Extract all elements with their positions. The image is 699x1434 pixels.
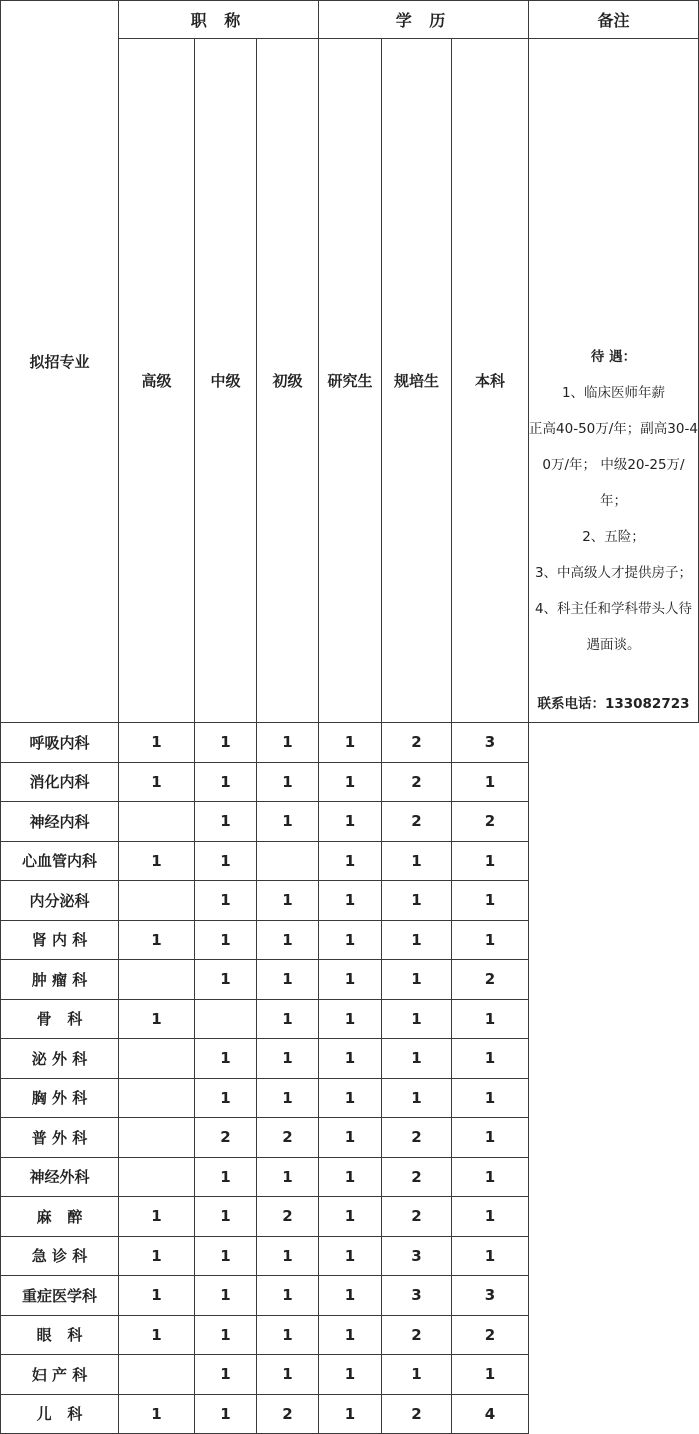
count-cell-resident: 3 (382, 1236, 452, 1276)
count-cell-bachelor: 2 (452, 960, 529, 1000)
table-row (1, 1315, 699, 1355)
count-cell-grad: 1 (319, 960, 382, 1000)
major-cell: 急 诊 科 (1, 1236, 119, 1276)
count-cell-junior: 1 (257, 1157, 319, 1197)
count-cell-grad: 1 (319, 762, 382, 802)
count-cell-bachelor: 2 (452, 802, 529, 842)
count-cell-grad: 1 (319, 1276, 382, 1316)
count-cell-resident: 1 (382, 1355, 452, 1395)
count-cell-mid: 1 (195, 1157, 257, 1197)
benefit-item-2: 2、五险； (582, 529, 645, 545)
count-cell-bachelor: 1 (452, 999, 529, 1039)
contact-line (529, 686, 698, 722)
table-row (1, 1118, 699, 1158)
count-cell-bachelor: 1 (452, 1157, 529, 1197)
count-cell-grad: 1 (319, 1118, 382, 1158)
major-column-header: 拟招专业 (1, 1, 119, 723)
table-row (1, 920, 699, 960)
table-row (1, 1236, 699, 1276)
count-cell-senior (119, 881, 195, 921)
count-cell-junior: 1 (257, 802, 319, 842)
count-cell-grad: 1 (319, 1394, 382, 1434)
major-cell: 麻 醉 (1, 1197, 119, 1237)
count-cell-grad: 1 (319, 1236, 382, 1276)
mid-title-header: 中级 (195, 39, 257, 723)
count-cell-senior: 1 (119, 841, 195, 881)
table-row (1, 881, 699, 921)
count-cell-junior: 2 (257, 1394, 319, 1434)
count-cell-resident: 3 (382, 1276, 452, 1316)
benefit-item-4: 4、科主任和学科带头人待遇面谈。 (534, 601, 693, 653)
count-cell-junior: 2 (257, 1118, 319, 1158)
senior-title-header: 高级 (119, 39, 195, 723)
count-cell-mid: 1 (195, 1355, 257, 1395)
table-row (1, 1157, 699, 1197)
count-cell-senior (119, 1157, 195, 1197)
table-row (1, 999, 699, 1039)
count-cell-resident: 2 (382, 762, 452, 802)
count-cell-junior: 1 (257, 762, 319, 802)
count-cell-resident: 2 (382, 802, 452, 842)
count-cell-senior: 1 (119, 999, 195, 1039)
count-cell-senior: 1 (119, 723, 195, 763)
major-cell: 重症医学科 (1, 1276, 119, 1316)
count-cell-junior: 1 (257, 1276, 319, 1316)
table-row (1, 841, 699, 881)
table-row (1, 1355, 699, 1395)
resident-trainee-header: 规培生 (382, 39, 452, 723)
count-cell-junior: 1 (257, 1236, 319, 1276)
table-row (1, 1276, 699, 1316)
count-cell-bachelor: 4 (452, 1394, 529, 1434)
count-cell-junior: 2 (257, 1197, 319, 1237)
major-cell: 神经外科 (1, 1157, 119, 1197)
count-cell-senior: 1 (119, 1197, 195, 1237)
major-cell: 普 外 科 (1, 1118, 119, 1158)
graduate-header: 研究生 (319, 39, 382, 723)
count-cell-bachelor: 1 (452, 1355, 529, 1395)
table-row (1, 1039, 699, 1079)
count-cell-bachelor: 1 (452, 881, 529, 921)
title-group-header: 职 称 (119, 1, 319, 39)
notes-cell (529, 39, 699, 723)
count-cell-bachelor: 1 (452, 920, 529, 960)
count-cell-mid: 1 (195, 1078, 257, 1118)
major-cell: 妇 产 科 (1, 1355, 119, 1395)
count-cell-grad: 1 (319, 1355, 382, 1395)
table-row (1, 723, 699, 763)
notes-column-header: 备注 (529, 1, 699, 39)
count-cell-resident: 2 (382, 1118, 452, 1158)
count-cell-grad: 1 (319, 1078, 382, 1118)
bachelor-header: 本科 (452, 39, 529, 723)
count-cell-bachelor: 1 (452, 1078, 529, 1118)
benefit-item-1-detail: 正高40-50万/年；副高30-40万/年； 中级20-25万/年； (529, 421, 698, 509)
count-cell-bachelor: 2 (452, 1315, 529, 1355)
count-cell-resident: 1 (382, 841, 452, 881)
count-cell-resident: 2 (382, 1315, 452, 1355)
count-cell-senior (119, 960, 195, 1000)
count-cell-bachelor: 1 (452, 1236, 529, 1276)
count-cell-bachelor: 1 (452, 1197, 529, 1237)
count-cell-senior (119, 802, 195, 842)
count-cell-senior: 1 (119, 920, 195, 960)
major-cell: 神经内科 (1, 802, 119, 842)
count-cell-mid: 1 (195, 920, 257, 960)
count-cell-mid: 1 (195, 1197, 257, 1237)
table-row (1, 802, 699, 842)
count-cell-junior: 1 (257, 1078, 319, 1118)
count-cell-mid: 1 (195, 1276, 257, 1316)
count-cell-junior: 1 (257, 1315, 319, 1355)
major-cell: 肿 瘤 科 (1, 960, 119, 1000)
count-cell-grad: 1 (319, 920, 382, 960)
benefit-item-3: 3、中高级人才提供房子； (534, 565, 693, 581)
major-cell: 内分泌科 (1, 881, 119, 921)
count-cell-bachelor: 1 (452, 1118, 529, 1158)
major-cell: 心血管内科 (1, 841, 119, 881)
count-cell-senior (119, 1118, 195, 1158)
count-cell-resident: 1 (382, 999, 452, 1039)
count-cell-mid: 1 (195, 1039, 257, 1079)
major-cell: 肾 内 科 (1, 920, 119, 960)
count-cell-mid: 1 (195, 762, 257, 802)
count-cell-mid: 1 (195, 1236, 257, 1276)
table-row (1, 1197, 699, 1237)
count-cell-resident: 1 (382, 881, 452, 921)
count-cell-mid: 1 (195, 1315, 257, 1355)
count-cell-mid: 1 (195, 723, 257, 763)
count-cell-resident: 2 (382, 1157, 452, 1197)
count-cell-junior: 1 (257, 881, 319, 921)
count-cell-senior (119, 1078, 195, 1118)
count-cell-grad: 1 (319, 1157, 382, 1197)
count-cell-bachelor: 1 (452, 762, 529, 802)
count-cell-junior: 1 (257, 920, 319, 960)
table-row (1, 960, 699, 1000)
junior-title-header: 初级 (257, 39, 319, 723)
count-cell-junior: 1 (257, 1039, 319, 1079)
count-cell-grad: 1 (319, 802, 382, 842)
contact-phone: 133082723 (604, 696, 690, 712)
count-cell-junior: 1 (257, 999, 319, 1039)
major-cell: 骨 科 (1, 999, 119, 1039)
table-row (1, 1078, 699, 1118)
count-cell-resident: 1 (382, 960, 452, 1000)
count-cell-bachelor: 3 (452, 1276, 529, 1316)
major-cell: 消化内科 (1, 762, 119, 802)
count-cell-junior: 1 (257, 1355, 319, 1395)
count-cell-senior: 1 (119, 1236, 195, 1276)
count-cell-junior (257, 841, 319, 881)
count-cell-senior: 1 (119, 1276, 195, 1316)
count-cell-resident: 2 (382, 1197, 452, 1237)
count-cell-bachelor: 3 (452, 723, 529, 763)
count-cell-grad: 1 (319, 1315, 382, 1355)
table-body (1, 723, 699, 1434)
count-cell-junior: 1 (257, 723, 319, 763)
major-cell: 眼 科 (1, 1315, 119, 1355)
count-cell-grad: 1 (319, 999, 382, 1039)
major-cell: 泌 外 科 (1, 1039, 119, 1079)
count-cell-bachelor: 1 (452, 841, 529, 881)
count-cell-mid: 1 (195, 881, 257, 921)
major-cell: 胸 外 科 (1, 1078, 119, 1118)
count-cell-mid: 1 (195, 960, 257, 1000)
count-cell-senior (119, 1355, 195, 1395)
count-cell-mid: 1 (195, 802, 257, 842)
count-cell-bachelor: 1 (452, 1039, 529, 1079)
count-cell-resident: 2 (382, 1394, 452, 1434)
count-cell-grad: 1 (319, 881, 382, 921)
count-cell-grad: 1 (319, 1197, 382, 1237)
count-cell-senior: 1 (119, 1315, 195, 1355)
count-cell-mid: 2 (195, 1118, 257, 1158)
count-cell-junior: 1 (257, 960, 319, 1000)
count-cell-senior: 1 (119, 1394, 195, 1434)
table-row (1, 1394, 699, 1434)
count-cell-mid: 1 (195, 1394, 257, 1434)
count-cell-senior: 1 (119, 762, 195, 802)
benefit-item-1: 1、临床医师年薪 (561, 385, 666, 401)
count-cell-grad: 1 (319, 1039, 382, 1079)
count-cell-mid (195, 999, 257, 1039)
count-cell-resident: 1 (382, 1039, 452, 1079)
major-cell: 儿 科 (1, 1394, 119, 1434)
table-row (1, 762, 699, 802)
count-cell-mid: 1 (195, 841, 257, 881)
count-cell-grad: 1 (319, 723, 382, 763)
benefits-heading: 待 遇： (590, 349, 637, 365)
education-group-header: 学 历 (319, 1, 529, 39)
contact-label: 联系电话： (537, 696, 605, 712)
count-cell-resident: 1 (382, 1078, 452, 1118)
count-cell-resident: 2 (382, 723, 452, 763)
count-cell-grad: 1 (319, 841, 382, 881)
major-cell: 呼吸内科 (1, 723, 119, 763)
count-cell-resident: 1 (382, 920, 452, 960)
count-cell-senior (119, 1039, 195, 1079)
